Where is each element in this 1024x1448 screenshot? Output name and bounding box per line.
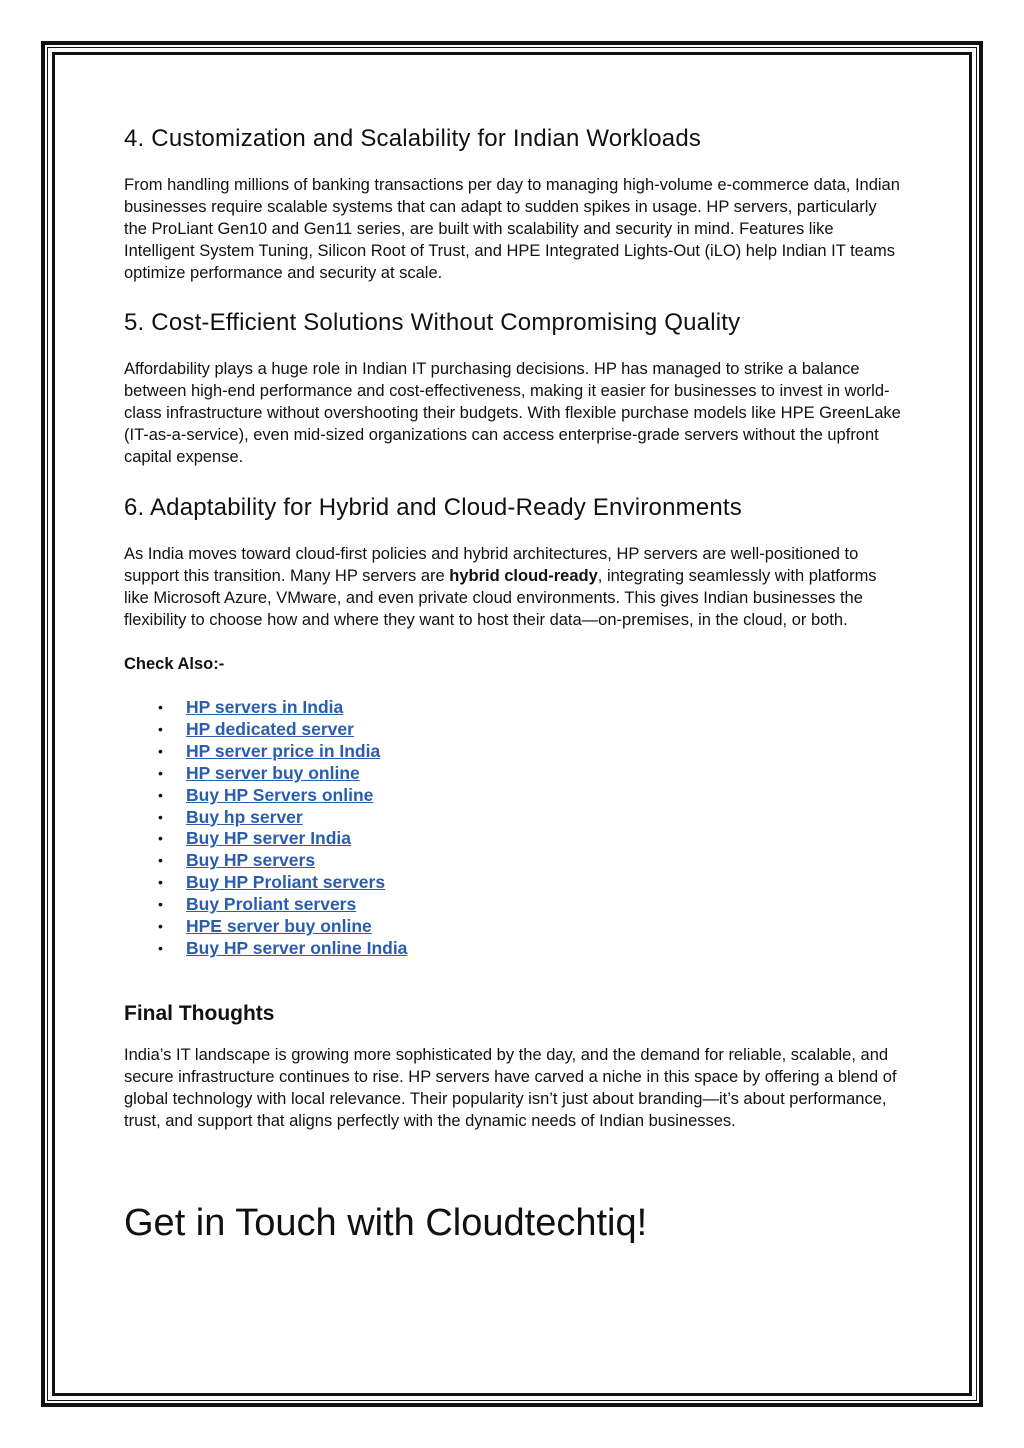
document-content bbox=[124, 124, 904, 1246]
list-item bbox=[158, 697, 904, 719]
bullet-icon: • bbox=[158, 939, 163, 956]
list-item bbox=[158, 872, 904, 894]
list-item bbox=[158, 828, 904, 850]
list-item bbox=[158, 762, 904, 785]
list-item bbox=[158, 718, 904, 741]
section-5-heading: 5. Cost-Efficient Solutions Without Compromising Quality bbox=[124, 309, 741, 336]
section-5-paragraph: Affordability plays a huge role in Indian IT purchasing decisions. HP has managed to strike a balance between high-end performance and cost-effectiveness, making it easier for businesses to invest in world-class infrastructure without overshooting their budgets. With flexible purchase models like HPE GreenLake (IT-as-a-service), even mid-sized organizations can access enterprise-grade servers without the upfront capital expense. bbox=[124, 360, 901, 466]
section-4-paragraph: From handling millions of banking transactions per day to managing high-volume e-commerce data, Indian businesses require scalable systems that can adapt to sudden spikes in usage. HP servers, particularly the ProLiant Gen10 and Gen11 series, are built with scalability and security in mind. Features like Intelligent System Tuning, Silicon Root of Trust, and HPE Integrated Lights-Out (iLO) help Indian IT teams optimize performance and security at scale. bbox=[124, 176, 900, 282]
check-also-link-list bbox=[124, 697, 904, 960]
link-buy-hp-servers[interactable]: Buy HP servers bbox=[186, 850, 316, 871]
bullet-icon: • bbox=[158, 720, 163, 737]
link-buy-proliant-servers[interactable]: Buy Proliant servers bbox=[186, 894, 357, 915]
section-4-heading: 4. Customization and Scalability for Indian Workloads bbox=[124, 125, 702, 152]
bullet-icon: • bbox=[158, 830, 163, 847]
bullet-icon: • bbox=[158, 852, 163, 869]
list-item bbox=[158, 937, 904, 960]
section-6-text-end: , integrating seamlessly with platforms like Microsoft Azure, VMware, and even private cloud environments. This gives Indian businesses the flexibility to choose how and where they want to host their data—on-premises, in the cloud, or both. bbox=[124, 567, 877, 629]
list-item bbox=[158, 806, 904, 829]
final-thoughts-paragraph: India’s IT landscape is growing more sophisticated by the day, and the demand for reliable, scalable, and secure infrastructure continues to rise. HP servers have carved a niche in this space by offering a blend of global technology with local relevance. Their popularity isn’t just about branding—it’s about performance, trust, and support that aligns perfectly with the dynamic needs of Indian businesses. bbox=[124, 1045, 897, 1130]
section-6-heading: 6. Adaptability for Hybrid and Cloud-Ready Environments bbox=[124, 494, 742, 521]
bullet-icon: • bbox=[158, 786, 163, 803]
list-item bbox=[158, 850, 904, 872]
bullet-icon: • bbox=[158, 918, 163, 935]
check-also-label: Check Also:- bbox=[124, 655, 225, 673]
bullet-icon: • bbox=[158, 808, 163, 825]
list-item bbox=[158, 740, 904, 763]
link-buy-hp-proliant-servers[interactable]: Buy HP Proliant servers bbox=[186, 872, 386, 893]
get-in-touch-heading: Get in Touch with Cloudtechtiq! bbox=[124, 1201, 648, 1244]
bullet-icon: • bbox=[158, 874, 163, 891]
list-item bbox=[158, 784, 904, 807]
final-thoughts-heading: Final Thoughts bbox=[124, 1001, 275, 1025]
link-buy-hp-server[interactable]: Buy hp server bbox=[186, 806, 303, 827]
link-hp-servers-in-india[interactable]: HP servers in India bbox=[186, 697, 344, 717]
link-hp-server-buy-online[interactable]: HP server buy online bbox=[186, 762, 360, 783]
bullet-icon: • bbox=[158, 896, 163, 913]
section-6-bold-phrase: hybrid cloud-ready bbox=[449, 567, 598, 585]
link-buy-hp-servers-online[interactable]: Buy HP Servers online bbox=[186, 784, 374, 805]
link-hp-dedicated-server[interactable]: HP dedicated server bbox=[186, 718, 354, 739]
bullet-icon: • bbox=[158, 699, 163, 715]
link-hpe-server-buy-online[interactable]: HPE server buy online bbox=[186, 916, 372, 937]
list-item bbox=[158, 916, 904, 938]
bullet-icon: • bbox=[158, 742, 163, 759]
link-buy-hp-server-india[interactable]: Buy HP server India bbox=[186, 828, 352, 849]
bullet-icon: • bbox=[158, 764, 163, 781]
section-6-text-start: As India moves toward cloud-first policies and hybrid architectures, HP servers are well-positioned to support this transition. Many HP servers are bbox=[124, 545, 859, 585]
link-hp-server-price-in-india[interactable]: HP server price in India bbox=[186, 740, 381, 761]
list-item bbox=[158, 894, 904, 916]
link-buy-hp-server-online-india[interactable]: Buy HP server online India bbox=[186, 937, 408, 958]
section-6-paragraph bbox=[124, 543, 904, 631]
